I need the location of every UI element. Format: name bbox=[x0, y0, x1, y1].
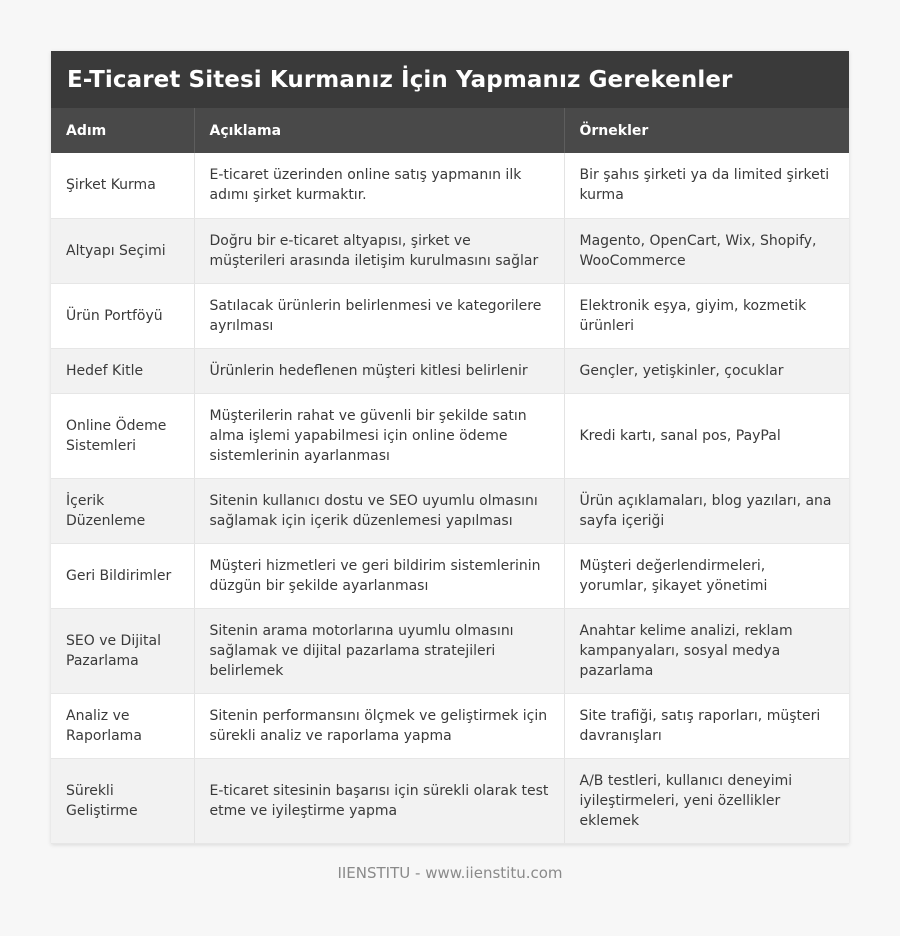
table-row bbox=[51, 153, 849, 218]
cell-step: Şirket Kurma bbox=[51, 153, 194, 218]
table-row bbox=[51, 393, 849, 478]
cell-examples: Müşteri değerlendirmeleri, yorumlar, şikayet yönetimi bbox=[564, 543, 849, 608]
content-card bbox=[51, 51, 849, 844]
column-header-description: Açıklama bbox=[194, 108, 564, 153]
cell-description: E-ticaret üzerinden online satış yapmanın ilk adımı şirket kurmaktır. bbox=[194, 153, 564, 218]
title-bar bbox=[51, 51, 849, 108]
cell-description: Ürünlerin hedeflenen müşteri kitlesi belirlenir bbox=[194, 348, 564, 393]
column-header-examples: Örnekler bbox=[579, 122, 649, 139]
cell-description: Doğru bir e-ticaret altyapısı, şirket ve müşterileri arasında iletişim kurulmasını sağlar bbox=[194, 218, 564, 283]
column-header-step: Adım bbox=[51, 108, 194, 153]
cell-description: Satılacak ürünlerin belirlenmesi ve kategorilere ayrılması bbox=[194, 283, 564, 348]
cell-description: Müşterilerin rahat ve güvenli bir şekilde satın alma işlemi yapabilmesi için online ödeme sistemlerinin ayarlanması bbox=[194, 393, 564, 478]
page-title: E-Ticaret Sitesi Kurmanız İçin Yapmanız Gerekenler bbox=[67, 66, 733, 93]
cell-examples: Kredi kartı, sanal pos, PayPal bbox=[564, 393, 849, 478]
cell-step: Analiz ve Raporlama bbox=[51, 693, 194, 758]
cell-step: Altyapı Seçimi bbox=[51, 218, 194, 283]
cell-examples: Elektronik eşya, giyim, kozmetik ürünleri bbox=[564, 283, 849, 348]
footer-credit: IIENSTITU - www.iienstitu.com bbox=[337, 864, 563, 882]
cell-description: Müşteri hizmetleri ve geri bildirim sistemlerinin düzgün bir şekilde ayarlanması bbox=[194, 543, 564, 608]
cell-description: E-ticaret sitesinin başarısı için sürekli olarak test etme ve iyileştirme yapma bbox=[194, 758, 564, 843]
cell-description: Sitenin kullanıcı dostu ve SEO uyumlu olmasını sağlamak için içerik düzenlemesi yapılması bbox=[194, 478, 564, 543]
table-header-row bbox=[51, 108, 849, 153]
table-row bbox=[51, 608, 849, 693]
cell-examples: Ürün açıklamaları, blog yazıları, ana sayfa içeriği bbox=[564, 478, 849, 543]
cell-step: Geri Bildirimler bbox=[51, 543, 194, 608]
table-row bbox=[51, 693, 849, 758]
cell-step: SEO ve Dijital Pazarlama bbox=[51, 608, 194, 693]
cell-examples: Bir şahıs şirketi ya da limited şirketi kurma bbox=[564, 153, 849, 218]
cell-step: Hedef Kitle bbox=[51, 348, 194, 393]
cell-step: İçerik Düzenleme bbox=[51, 478, 194, 543]
cell-step: Online Ödeme Sistemleri bbox=[51, 393, 194, 478]
table-row bbox=[51, 758, 849, 843]
table-row bbox=[51, 478, 849, 543]
cell-examples: Site trafiği, satış raporları, müşteri davranışları bbox=[564, 693, 849, 758]
cell-step: Sürekli Geliştirme bbox=[51, 758, 194, 843]
steps-table bbox=[51, 108, 849, 844]
cell-examples: Magento, OpenCart, Wix, Shopify, WooCommerce bbox=[564, 218, 849, 283]
cell-description: Sitenin arama motorlarına uyumlu olmasını sağlamak ve dijital pazarlama stratejileri belirlemek bbox=[194, 608, 564, 693]
cell-examples: Anahtar kelime analizi, reklam kampanyaları, sosyal medya pazarlama bbox=[564, 608, 849, 693]
table-row bbox=[51, 283, 849, 348]
table-row bbox=[51, 218, 849, 283]
table-row bbox=[51, 543, 849, 608]
cell-examples: A/B testleri, kullanıcı deneyimi iyileştirmeleri, yeni özellikler eklemek bbox=[564, 758, 849, 843]
table-row bbox=[51, 348, 849, 393]
cell-step: Ürün Portföyü bbox=[51, 283, 194, 348]
cell-description: Sitenin performansını ölçmek ve geliştirmek için sürekli analiz ve raporlama yapma bbox=[194, 693, 564, 758]
cell-examples: Gençler, yetişkinler, çocuklar bbox=[564, 348, 849, 393]
